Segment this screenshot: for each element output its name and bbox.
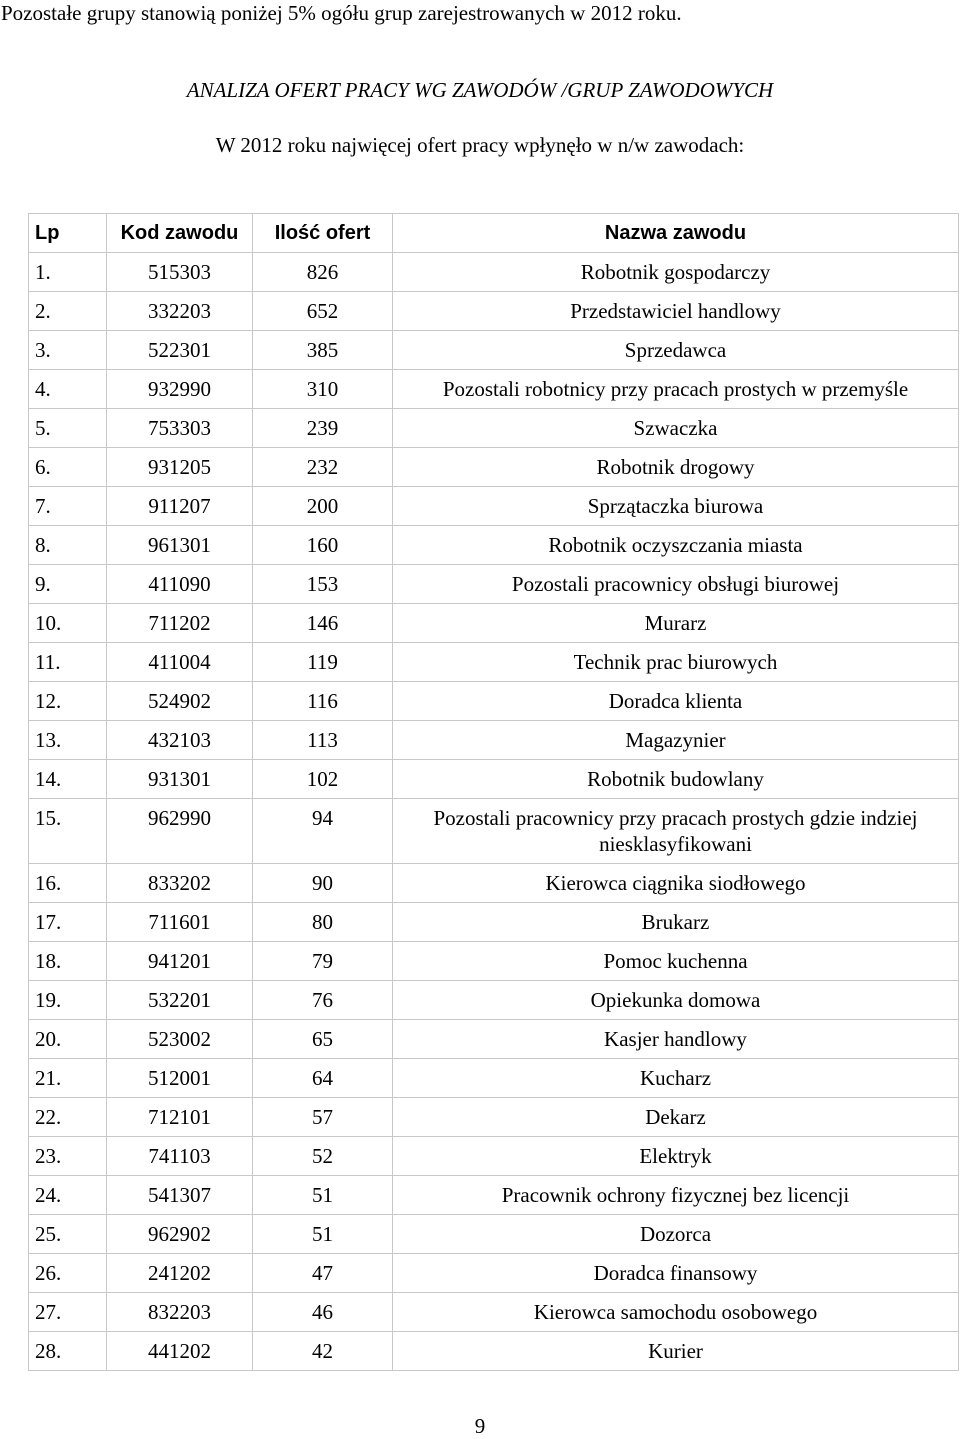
cell-kod-zawodu: 962990 — [107, 799, 253, 864]
cell-nazwa-zawodu: Brukarz — [393, 903, 959, 942]
cell-kod-zawodu: 515303 — [107, 253, 253, 292]
cell-lp: 14. — [29, 760, 107, 799]
cell-kod-zawodu: 741103 — [107, 1137, 253, 1176]
cell-ilosc-ofert: 826 — [253, 253, 393, 292]
cell-nazwa-zawodu: Robotnik gospodarczy — [393, 253, 959, 292]
cell-kod-zawodu: 931301 — [107, 760, 253, 799]
table-row — [29, 864, 959, 903]
cell-lp: 24. — [29, 1176, 107, 1215]
table-row — [29, 604, 959, 643]
cell-lp: 19. — [29, 981, 107, 1020]
cell-lp: 21. — [29, 1059, 107, 1098]
cell-lp: 1. — [29, 253, 107, 292]
table-row — [29, 942, 959, 981]
cell-lp: 17. — [29, 903, 107, 942]
cell-ilosc-ofert: 153 — [253, 565, 393, 604]
cell-kod-zawodu: 941201 — [107, 942, 253, 981]
cell-kod-zawodu: 523002 — [107, 1020, 253, 1059]
cell-nazwa-zawodu: Pozostali pracownicy przy pracach prostych gdzie indziej niesklasyfikowani — [393, 799, 959, 864]
cell-ilosc-ofert: 51 — [253, 1215, 393, 1254]
table-row — [29, 1254, 959, 1293]
cell-lp: 12. — [29, 682, 107, 721]
cell-ilosc-ofert: 47 — [253, 1254, 393, 1293]
table-row — [29, 1020, 959, 1059]
cell-kod-zawodu: 833202 — [107, 864, 253, 903]
cell-ilosc-ofert: 52 — [253, 1137, 393, 1176]
table-row — [29, 487, 959, 526]
cell-nazwa-zawodu: Sprzedawca — [393, 331, 959, 370]
cell-ilosc-ofert: 65 — [253, 1020, 393, 1059]
cell-lp: 13. — [29, 721, 107, 760]
cell-nazwa-zawodu: Pomoc kuchenna — [393, 942, 959, 981]
cell-ilosc-ofert: 51 — [253, 1176, 393, 1215]
cell-nazwa-zawodu: Kierowca samochodu osobowego — [393, 1293, 959, 1332]
cell-lp: 18. — [29, 942, 107, 981]
header-nazwa-zawodu: Nazwa zawodu — [393, 214, 959, 253]
cell-nazwa-zawodu: Robotnik budowlany — [393, 760, 959, 799]
table-header-row — [29, 214, 959, 253]
table-row — [29, 981, 959, 1020]
cell-kod-zawodu: 832203 — [107, 1293, 253, 1332]
cell-nazwa-zawodu: Magazynier — [393, 721, 959, 760]
cell-kod-zawodu: 932990 — [107, 370, 253, 409]
table-row — [29, 682, 959, 721]
job-offers-table — [28, 213, 959, 1371]
cell-lp: 11. — [29, 643, 107, 682]
cell-lp: 22. — [29, 1098, 107, 1137]
cell-nazwa-zawodu: Sprzątaczka biurowa — [393, 487, 959, 526]
cell-ilosc-ofert: 310 — [253, 370, 393, 409]
table-row — [29, 292, 959, 331]
cell-lp: 9. — [29, 565, 107, 604]
cell-kod-zawodu: 541307 — [107, 1176, 253, 1215]
table-row — [29, 565, 959, 604]
cell-lp: 15. — [29, 799, 107, 864]
table-row — [29, 1215, 959, 1254]
cell-ilosc-ofert: 160 — [253, 526, 393, 565]
cell-ilosc-ofert: 146 — [253, 604, 393, 643]
table-row — [29, 253, 959, 292]
table-row — [29, 903, 959, 942]
cell-nazwa-zawodu: Pozostali robotnicy przy pracach prostych w przemyśle — [393, 370, 959, 409]
cell-ilosc-ofert: 80 — [253, 903, 393, 942]
cell-kod-zawodu: 753303 — [107, 409, 253, 448]
cell-kod-zawodu: 441202 — [107, 1332, 253, 1371]
cell-lp: 8. — [29, 526, 107, 565]
cell-nazwa-zawodu: Kierowca ciągnika siodłowego — [393, 864, 959, 903]
cell-kod-zawodu: 712101 — [107, 1098, 253, 1137]
cell-kod-zawodu: 711601 — [107, 903, 253, 942]
cell-lp: 5. — [29, 409, 107, 448]
cell-lp: 26. — [29, 1254, 107, 1293]
table-row — [29, 448, 959, 487]
cell-nazwa-zawodu: Kucharz — [393, 1059, 959, 1098]
cell-kod-zawodu: 931205 — [107, 448, 253, 487]
section-heading: ANALIZA OFERT PRACY WG ZAWODÓW /GRUP ZAWODOWYCH — [186, 78, 774, 102]
cell-lp: 4. — [29, 370, 107, 409]
cell-nazwa-zawodu: Robotnik oczyszczania miasta — [393, 526, 959, 565]
cell-kod-zawodu: 512001 — [107, 1059, 253, 1098]
table-row — [29, 1137, 959, 1176]
table-row — [29, 370, 959, 409]
page-number: 9 — [474, 1414, 486, 1438]
cell-ilosc-ofert: 113 — [253, 721, 393, 760]
cell-kod-zawodu: 711202 — [107, 604, 253, 643]
cell-nazwa-zawodu: Pracownik ochrony fizycznej bez licencji — [393, 1176, 959, 1215]
cell-nazwa-zawodu: Opiekunka domowa — [393, 981, 959, 1020]
cell-nazwa-zawodu: Elektryk — [393, 1137, 959, 1176]
cell-kod-zawodu: 332203 — [107, 292, 253, 331]
table-row — [29, 1176, 959, 1215]
cell-lp: 16. — [29, 864, 107, 903]
table-row — [29, 1332, 959, 1371]
cell-ilosc-ofert: 102 — [253, 760, 393, 799]
cell-kod-zawodu: 524902 — [107, 682, 253, 721]
cell-nazwa-zawodu: Technik prac biurowych — [393, 643, 959, 682]
cell-kod-zawodu: 241202 — [107, 1254, 253, 1293]
cell-kod-zawodu: 432103 — [107, 721, 253, 760]
cell-ilosc-ofert: 232 — [253, 448, 393, 487]
cell-ilosc-ofert: 200 — [253, 487, 393, 526]
cell-kod-zawodu: 411090 — [107, 565, 253, 604]
cell-nazwa-zawodu: Dozorca — [393, 1215, 959, 1254]
cell-lp: 28. — [29, 1332, 107, 1371]
cell-nazwa-zawodu: Murarz — [393, 604, 959, 643]
table-row — [29, 799, 959, 864]
cell-lp: 3. — [29, 331, 107, 370]
cell-ilosc-ofert: 90 — [253, 864, 393, 903]
cell-lp: 7. — [29, 487, 107, 526]
cell-lp: 6. — [29, 448, 107, 487]
cell-kod-zawodu: 911207 — [107, 487, 253, 526]
header-ilosc-ofert: Ilość ofert — [253, 214, 393, 253]
table-row — [29, 721, 959, 760]
cell-nazwa-zawodu: Kasjer handlowy — [393, 1020, 959, 1059]
cell-lp: 23. — [29, 1137, 107, 1176]
section-subheading: W 2012 roku najwięcej ofert pracy wpłynęło w n/w zawodach: — [215, 133, 745, 157]
cell-kod-zawodu: 962902 — [107, 1215, 253, 1254]
cell-kod-zawodu: 532201 — [107, 981, 253, 1020]
cell-kod-zawodu: 961301 — [107, 526, 253, 565]
cell-nazwa-zawodu: Dekarz — [393, 1098, 959, 1137]
table-row — [29, 643, 959, 682]
cell-ilosc-ofert: 652 — [253, 292, 393, 331]
intro-text: Pozostałe grupy stanowią poniżej 5% ogółu grup zarejestrowanych w 2012 roku. — [1, 1, 682, 25]
cell-nazwa-zawodu: Pozostali pracownicy obsługi biurowej — [393, 565, 959, 604]
table-row — [29, 1059, 959, 1098]
header-kod-zawodu: Kod zawodu — [107, 214, 253, 253]
cell-nazwa-zawodu: Robotnik drogowy — [393, 448, 959, 487]
table-row — [29, 409, 959, 448]
cell-lp: 10. — [29, 604, 107, 643]
cell-lp: 20. — [29, 1020, 107, 1059]
cell-nazwa-zawodu: Doradca klienta — [393, 682, 959, 721]
cell-nazwa-zawodu: Doradca finansowy — [393, 1254, 959, 1293]
cell-nazwa-zawodu: Przedstawiciel handlowy — [393, 292, 959, 331]
table-row — [29, 331, 959, 370]
cell-ilosc-ofert: 385 — [253, 331, 393, 370]
cell-ilosc-ofert: 116 — [253, 682, 393, 721]
cell-nazwa-zawodu: Szwaczka — [393, 409, 959, 448]
cell-lp: 25. — [29, 1215, 107, 1254]
cell-ilosc-ofert: 57 — [253, 1098, 393, 1137]
cell-ilosc-ofert: 46 — [253, 1293, 393, 1332]
table-body — [29, 253, 959, 1371]
cell-lp: 2. — [29, 292, 107, 331]
cell-ilosc-ofert: 76 — [253, 981, 393, 1020]
cell-lp: 27. — [29, 1293, 107, 1332]
cell-ilosc-ofert: 42 — [253, 1332, 393, 1371]
cell-ilosc-ofert: 79 — [253, 942, 393, 981]
header-lp: Lp — [29, 214, 107, 253]
cell-ilosc-ofert: 239 — [253, 409, 393, 448]
cell-ilosc-ofert: 94 — [253, 799, 393, 864]
cell-nazwa-zawodu: Kurier — [393, 1332, 959, 1371]
table-row — [29, 1098, 959, 1137]
cell-ilosc-ofert: 64 — [253, 1059, 393, 1098]
cell-kod-zawodu: 411004 — [107, 643, 253, 682]
table-row — [29, 526, 959, 565]
cell-kod-zawodu: 522301 — [107, 331, 253, 370]
table-row — [29, 1293, 959, 1332]
cell-ilosc-ofert: 119 — [253, 643, 393, 682]
table-row — [29, 760, 959, 799]
